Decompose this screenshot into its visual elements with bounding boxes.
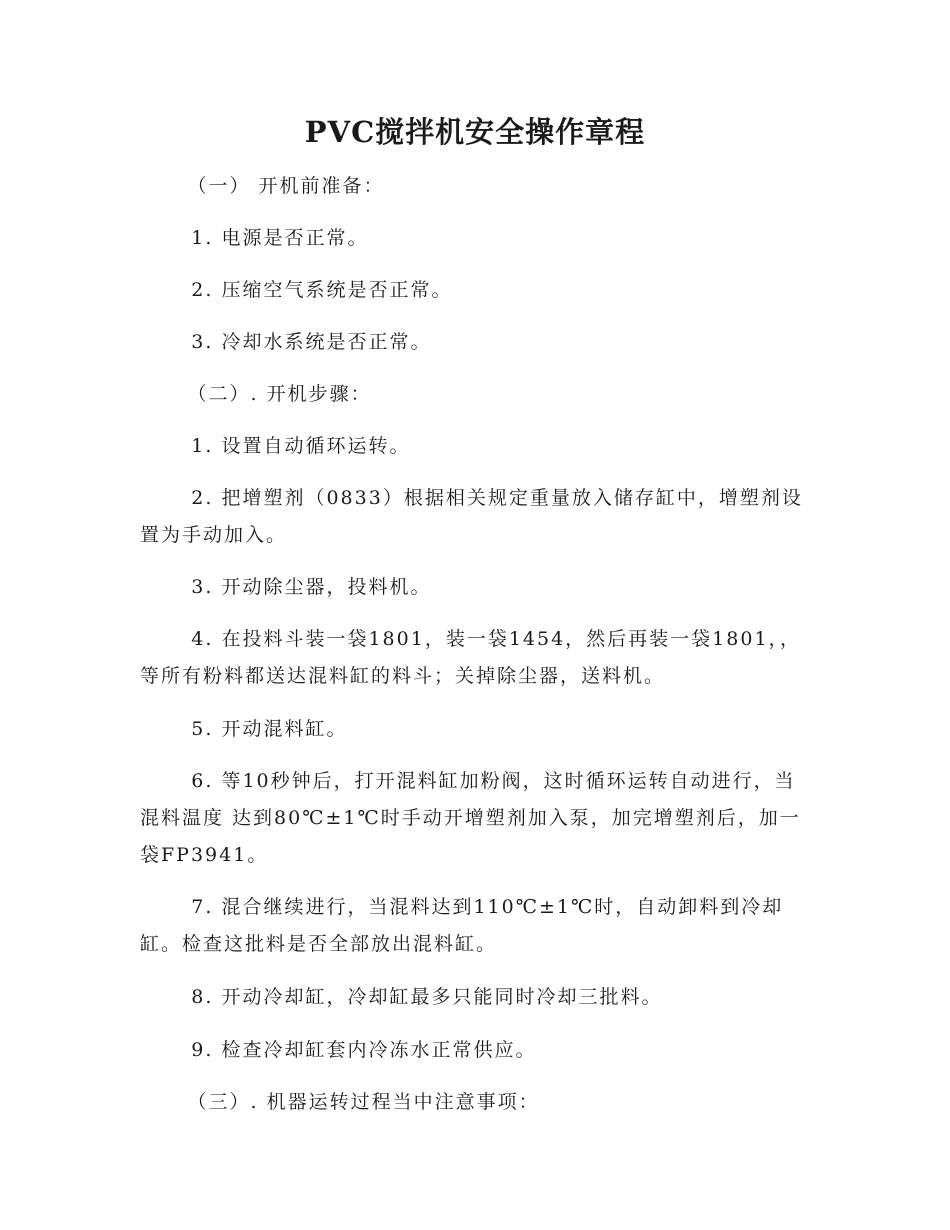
list-item: 3. 冷却水系统是否正常。	[191, 331, 432, 353]
list-item: 5. 开动混料缸。	[191, 718, 348, 740]
list-item: 2. 压缩空气系统是否正常。	[191, 279, 453, 301]
list-item: 3. 开动除尘器，投料机。	[191, 576, 432, 598]
section-heading-1: （一） 开机前准备：	[187, 175, 385, 197]
section-heading-2: （二）. 开机步骤：	[187, 383, 372, 405]
list-item: 1. 电源是否正常。	[191, 227, 369, 249]
list-item: 8. 开动冷却缸，冷却缸最多只能同时冷却三批料。	[191, 986, 663, 1008]
list-item: 1. 设置自动循环运转。	[191, 435, 411, 457]
list-item: 2. 把增塑剂（0833）根据相关规定重量放入储存缸中，增塑剂设置为手动加入。	[140, 487, 803, 546]
section-heading-3: （三）. 机器运转过程当中注意事项：	[187, 1091, 540, 1113]
list-item: 4. 在投料斗装一袋1801，装一袋1454，然后再装一袋1801，，等所有粉料都送达混料缸的料斗；关掉除尘器，送料机。	[140, 628, 802, 687]
list-item: 7. 混合继续进行，当混料达到110℃±1℃时，自动卸料到冷却缸。检查这批料是否全部放出混料缸。	[140, 896, 784, 955]
list-item: 6. 等10秒钟后，打开混料缸加粉阀，这时循环运转自动进行，当混料温度 达到80℃±1℃时手动开增塑剂加入泵，加完增塑剂后，加一袋FP3941。	[140, 770, 801, 866]
document-title: PVC搅拌机安全操作章程	[304, 115, 646, 149]
list-item: 9. 检查冷却缸套内冷冻水正常供应。	[191, 1039, 537, 1061]
